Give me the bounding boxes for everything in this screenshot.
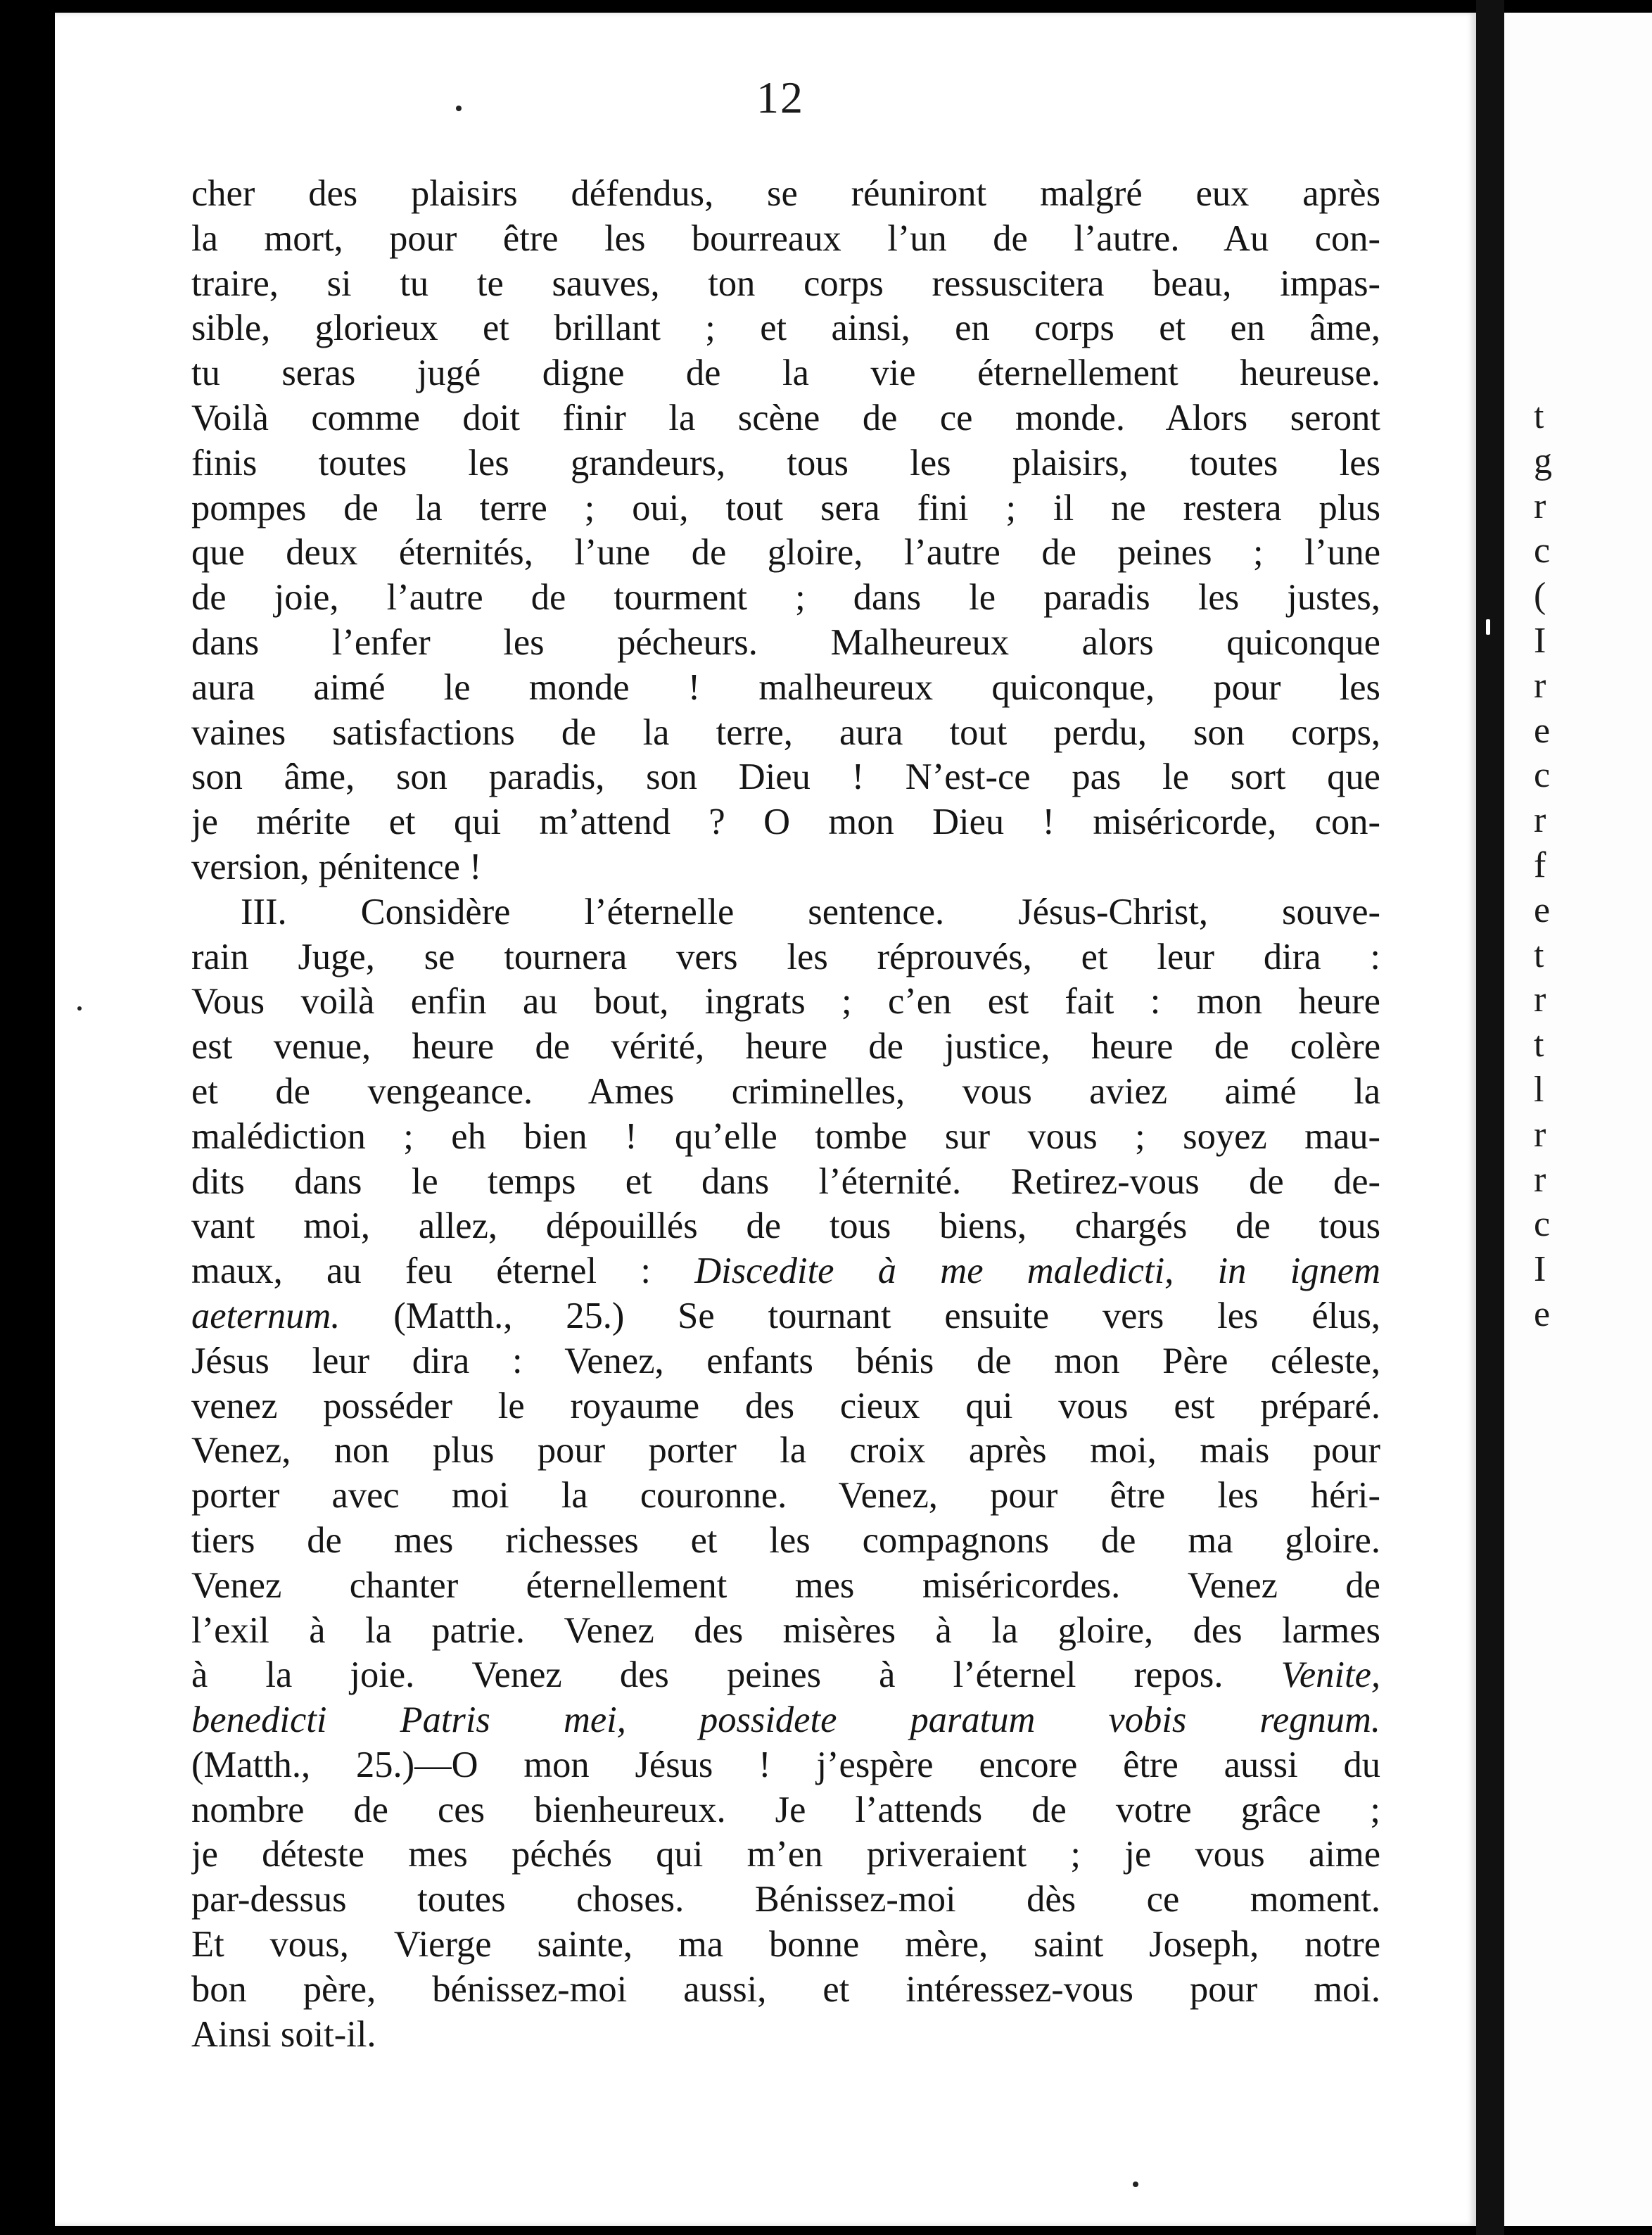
latin-quote: Venite, [1281,1654,1380,1696]
text-line: Vous voilà enfin au bout, ingrats ; c’en est fait : mon heure [191,981,1380,1022]
text-line: aura aimé le monde ! malheureux quiconque, pour les [191,666,1380,708]
text-line-with-latin [191,1249,1380,1294]
edge-letter: I [1534,620,1546,661]
text-line: et de vengeance. Ames criminelles, vous aviez aimé la [191,1070,1380,1112]
text-line: vaines satisfactions de la terre, aura tout perdu, son corps, [191,711,1380,753]
text-line: Venez chanter éternellement mes miséricordes. Venez de [191,1564,1380,1606]
text-line: venez posséder le royaume des cieux qui vous est préparé. [191,1385,1380,1426]
right-page-edge-letters [1534,394,1562,1337]
text-segment: à la joie. Venez des peines à l’éternel repos. [191,1654,1224,1696]
edge-letter: e [1534,1293,1551,1334]
edge-letter: c [1534,1204,1551,1245]
edge-letter: ( [1534,576,1546,616]
latin-quote: aeternum. [191,1295,341,1336]
text-line: porter avec moi la couronne. Venez, pour être les héri- [191,1475,1380,1517]
edge-letter: r [1534,1159,1546,1200]
text-line: Jésus leur dira : Venez, enfants bénis de mon Père céleste, [191,1340,1380,1381]
text-line: cher des plaisirs défendus, se réuniront malgré eux après [191,173,1380,214]
edge-letter: r [1534,486,1546,526]
text-line: que deux éternités, l’une de gloire, l’autre de peines ; l’une [191,532,1380,574]
text-line: traire, si tu te sauves, ton corps ressuscitera beau, impas- [191,262,1380,304]
scan-speck [1486,619,1490,635]
latin-quote-line [191,1698,1380,1743]
text-line: je mérite et qui m’attend ? O mon Dieu ! miséricorde, con- [191,802,1380,843]
text-line: de joie, l’autre de tourment ; dans le paradis les justes, [191,577,1380,619]
latin-quote: benedicti Patris mei, possidete paratum vobis regnum. [191,1699,1380,1741]
text-line: (Matth., 25.)—O mon Jésus ! j’espère encore être aussi du [191,1744,1380,1785]
edge-letter: c [1534,755,1551,796]
text-line: Et vous, Vierge sainte, ma bonne mère, saint Joseph, notre [191,1924,1380,1965]
edge-letter: r [1534,800,1546,841]
text-line: dans l’enfer les pécheurs. Malheureux alors quiconque [191,621,1380,663]
edge-letter: t [1534,1025,1544,1065]
scan-speck [1133,2182,1138,2187]
edge-letter: r [1534,665,1546,706]
text-line: version, pénitence ! [191,846,482,887]
text-line-with-latin [191,1653,1380,1698]
edge-letter: r [1534,980,1546,1020]
edge-letter: c [1534,531,1551,571]
page-gutter [1476,0,1504,2235]
section-heading-line: III. Considère l’éternelle sentence. Jésus-Christ, souve- [241,891,1380,932]
text-segment: (Matth., 25.) Se tournant ensuite vers les élus, [393,1295,1380,1336]
text-line: par-dessus toutes choses. Bénissez-moi dès ce moment. [191,1879,1380,1920]
text-line: est venue, heure de vérité, heure de justice, heure de colère [191,1026,1380,1068]
text-line: malédiction ; eh bien ! qu’elle tombe sur vous ; soyez mau- [191,1115,1380,1157]
text-line: l’exil à la patrie. Venez des misères à la gloire, des larmes [191,1609,1380,1651]
body-text [191,172,1380,2057]
edge-letter: t [1534,935,1544,975]
edge-letter: r [1534,1114,1546,1155]
text-line: tiers de mes richesses et les compagnons de ma gloire. [191,1519,1380,1561]
edge-letter: f [1534,844,1546,885]
text-line: dits dans le temps et dans l’éternité. Retirez-vous de de- [191,1160,1380,1202]
text-line: finis toutes les grandeurs, tous les plaisirs, toutes les [191,442,1380,483]
latin-quote: Discedite à me maledicti, in ignem [694,1251,1380,1292]
scan-speck [456,106,462,111]
text-line: rain Juge, se tournera vers les réprouvés, et leur dira : [191,936,1380,977]
edge-letter: l [1534,1069,1544,1110]
edge-letter: g [1534,441,1552,481]
text-line: bon père, bénissez-moi aussi, et intéressez-vous pour moi. [191,1968,1380,2010]
text-line: Voilà comme doit finir la scène de ce monde. Alors seront [191,397,1380,438]
text-line: Venez, non plus pour porter la croix après moi, mais pour [191,1430,1380,1471]
text-line: nombre de ces bienheureux. Je l’attends de votre grâce ; [191,1789,1380,1830]
text-line: Ainsi soit-il. [191,2013,376,2055]
text-line: pompes de la terre ; oui, tout sera fini ; il ne restera plus [191,487,1380,528]
text-line: sible, glorieux et brillant ; et ainsi, en corps et en âme, [191,308,1380,349]
page-number: 12 [756,72,804,122]
edge-letter: e [1534,710,1551,751]
text-line-with-latin [191,1294,1380,1339]
text-line: vant moi, allez, dépouillés de tous biens, chargés de tous [191,1205,1380,1247]
text-line: son âme, son paradis, son Dieu ! N’est-ce pas le sort que [191,756,1380,798]
right-page-sliver [1504,13,1652,2226]
edge-letter: I [1534,1249,1546,1290]
text-line: je déteste mes péchés qui m’en priveraient ; je vous aime [191,1834,1380,1875]
text-segment: maux, au feu éternel : [191,1251,651,1292]
text-line: tu seras jugé digne de la vie éternellement heureuse. [191,353,1380,394]
text-line: la mort, pour être les bourreaux l’un de l’autre. Au con- [191,217,1380,259]
edge-letter: e [1534,889,1551,930]
edge-letter: t [1534,396,1544,436]
scan-speck [77,1006,82,1011]
